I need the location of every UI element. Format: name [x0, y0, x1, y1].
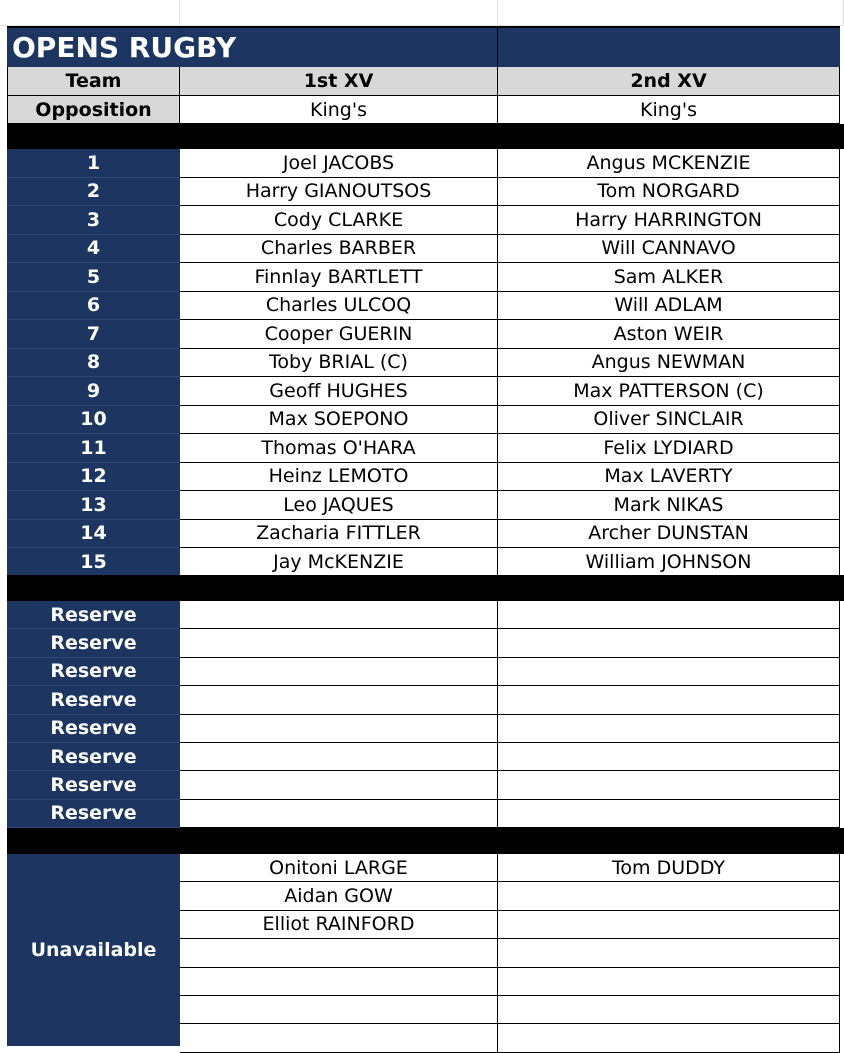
reserve-2nd-xv[interactable]	[498, 743, 840, 771]
table-row	[0, 800, 844, 828]
position-number[interactable]: 5	[7, 263, 180, 292]
reserve-1st-xv[interactable]	[180, 658, 498, 686]
table-row	[0, 406, 844, 435]
reserve-label[interactable]: Reserve	[7, 743, 180, 771]
reserve-2nd-xv[interactable]	[498, 715, 840, 743]
empty-cell[interactable]	[498, 0, 844, 26]
position-number[interactable]: 2	[7, 178, 180, 207]
player-1st-xv[interactable]: Finnlay BARTLETT	[180, 263, 498, 292]
table-row	[0, 520, 844, 549]
player-1st-xv[interactable]: Jay McKENZIE	[180, 548, 498, 577]
position-number[interactable]: 6	[7, 292, 180, 321]
player-2nd-xv[interactable]: Felix LYDIARD	[498, 434, 840, 463]
table-row	[0, 658, 844, 686]
player-2nd-xv[interactable]: Harry HARRINGTON	[498, 206, 840, 235]
position-number[interactable]: 10	[7, 406, 180, 435]
reserve-2nd-xv[interactable]	[498, 800, 840, 828]
unavailable-label[interactable]: Unavailable	[7, 854, 180, 1046]
table-row	[0, 854, 844, 882]
player-1st-xv[interactable]: Harry GIANOUTSOS	[180, 178, 498, 207]
reserve-label[interactable]: Reserve	[7, 658, 180, 686]
player-2nd-xv[interactable]: Max LAVERTY	[498, 463, 840, 492]
position-number[interactable]: 3	[7, 206, 180, 235]
table-row	[0, 548, 844, 577]
reserve-label[interactable]: Reserve	[7, 771, 180, 799]
player-1st-xv[interactable]: Charles BARBER	[180, 235, 498, 264]
position-number[interactable]: 8	[7, 349, 180, 378]
unavailable-2nd-xv[interactable]: Tom DUDDY	[498, 854, 840, 882]
position-number[interactable]: 13	[7, 491, 180, 520]
table-row	[0, 463, 844, 492]
reserve-1st-xv[interactable]	[180, 686, 498, 714]
table-row	[0, 491, 844, 520]
separator-bar	[7, 828, 844, 854]
table-row	[0, 349, 844, 378]
reserve-1st-xv[interactable]	[180, 715, 498, 743]
reserve-2nd-xv[interactable]	[498, 771, 840, 799]
position-number[interactable]: 14	[7, 520, 180, 549]
player-2nd-xv[interactable]: Will ADLAM	[498, 292, 840, 321]
table-row	[0, 771, 844, 799]
position-number[interactable]: 12	[7, 463, 180, 492]
player-2nd-xv[interactable]: William JOHNSON	[498, 548, 840, 577]
player-1st-xv[interactable]: Cooper GUERIN	[180, 320, 498, 349]
player-2nd-xv[interactable]: Will CANNAVO	[498, 235, 840, 264]
opposition-row	[0, 96, 844, 124]
table-row	[0, 292, 844, 321]
table-row	[0, 377, 844, 406]
unavailable-1st-xv[interactable]	[180, 939, 498, 967]
table-row	[0, 178, 844, 207]
table-row	[0, 434, 844, 463]
title-row	[0, 26, 844, 67]
player-2nd-xv[interactable]: Mark NIKAS	[498, 491, 840, 520]
reserve-label[interactable]: Reserve	[7, 629, 180, 657]
player-1st-xv[interactable]: Joel JACOBS	[180, 149, 498, 178]
table-row	[0, 996, 844, 1024]
table-row	[0, 601, 844, 629]
page-title[interactable]: OPENS RUGBY	[12, 31, 237, 64]
player-1st-xv[interactable]: Leo JAQUES	[180, 491, 498, 520]
position-number[interactable]: 1	[7, 149, 180, 178]
unavailable-2nd-xv[interactable]	[498, 996, 840, 1024]
reserve-label[interactable]: Reserve	[7, 715, 180, 743]
team-2nd-xv[interactable]: 2nd XV	[498, 67, 840, 96]
unavailable-1st-xv[interactable]: Elliot RAINFORD	[180, 911, 498, 939]
player-2nd-xv[interactable]: Max PATTERSON (C)	[498, 377, 840, 406]
player-2nd-xv[interactable]: Aston WEIR	[498, 320, 840, 349]
table-row	[0, 629, 844, 657]
reserve-1st-xv[interactable]	[180, 601, 498, 629]
player-2nd-xv[interactable]: Tom NORGARD	[498, 178, 840, 207]
player-1st-xv[interactable]: Max SOEPONO	[180, 406, 498, 435]
reserve-1st-xv[interactable]	[180, 629, 498, 657]
table-row	[0, 206, 844, 235]
reserve-2nd-xv[interactable]	[498, 629, 840, 657]
reserve-2nd-xv[interactable]	[498, 601, 840, 629]
table-row	[0, 968, 844, 996]
empty-cell[interactable]	[180, 0, 498, 26]
table-row	[0, 235, 844, 264]
divider	[497, 28, 498, 67]
table-row	[0, 743, 844, 771]
table-row	[0, 1024, 844, 1052]
unavailable-1st-xv[interactable]: Onitoni LARGE	[180, 854, 498, 882]
table-row	[0, 263, 844, 292]
unavailable-2nd-xv[interactable]	[498, 939, 840, 967]
unavailable-2nd-xv[interactable]	[498, 968, 840, 996]
unavailable-1st-xv[interactable]	[180, 968, 498, 996]
reserve-1st-xv[interactable]	[180, 800, 498, 828]
player-1st-xv[interactable]: Thomas O'HARA	[180, 434, 498, 463]
reserve-1st-xv[interactable]	[180, 771, 498, 799]
reserve-label[interactable]: Reserve	[7, 686, 180, 714]
opposition-label[interactable]: Opposition	[7, 96, 180, 124]
table-row	[0, 149, 844, 178]
team-row	[0, 67, 844, 96]
player-1st-xv[interactable]: Cody CLARKE	[180, 206, 498, 235]
position-number[interactable]: 9	[7, 377, 180, 406]
unavailable-1st-xv[interactable]	[180, 1024, 498, 1052]
table-row	[0, 320, 844, 349]
table-row	[0, 939, 844, 967]
reserve-label[interactable]: Reserve	[7, 601, 180, 629]
unavailable-1st-xv[interactable]: Aidan GOW	[180, 882, 498, 910]
position-number[interactable]: 4	[7, 235, 180, 264]
player-2nd-xv[interactable]: Angus NEWMAN	[498, 349, 840, 378]
player-2nd-xv[interactable]: Archer DUNSTAN	[498, 520, 840, 549]
player-1st-xv[interactable]: Geoff HUGHES	[180, 377, 498, 406]
opposition-2nd-xv[interactable]: King's	[498, 96, 840, 124]
opposition-1st-xv[interactable]: King's	[180, 96, 498, 124]
player-2nd-xv[interactable]: Angus MCKENZIE	[498, 149, 840, 178]
reserve-2nd-xv[interactable]	[498, 686, 840, 714]
table-row	[0, 882, 844, 910]
position-number[interactable]: 7	[7, 320, 180, 349]
empty-cell[interactable]	[0, 0, 180, 26]
player-2nd-xv[interactable]: Oliver SINCLAIR	[498, 406, 840, 435]
table-row	[0, 911, 844, 939]
player-1st-xv[interactable]: Heinz LEMOTO	[180, 463, 498, 492]
reserve-2nd-xv[interactable]	[498, 658, 840, 686]
separator-bar	[7, 124, 844, 149]
position-number[interactable]: 11	[7, 434, 180, 463]
separator-bar	[7, 575, 844, 601]
unavailable-2nd-xv[interactable]	[498, 1024, 840, 1052]
reserve-label[interactable]: Reserve	[7, 800, 180, 828]
position-number[interactable]: 15	[7, 548, 180, 577]
player-1st-xv[interactable]: Toby BRIAL (C)	[180, 349, 498, 378]
player-2nd-xv[interactable]: Sam ALKER	[498, 263, 840, 292]
unavailable-2nd-xv[interactable]	[498, 882, 840, 910]
reserve-1st-xv[interactable]	[180, 743, 498, 771]
unavailable-2nd-xv[interactable]	[498, 911, 840, 939]
player-1st-xv[interactable]: Charles ULCOQ	[180, 292, 498, 321]
table-row	[0, 686, 844, 714]
unavailable-1st-xv[interactable]	[180, 996, 498, 1024]
team-label[interactable]: Team	[7, 67, 180, 96]
player-1st-xv[interactable]: Zacharia FITTLER	[180, 520, 498, 549]
table-row	[0, 715, 844, 743]
team-1st-xv[interactable]: 1st XV	[180, 67, 498, 96]
